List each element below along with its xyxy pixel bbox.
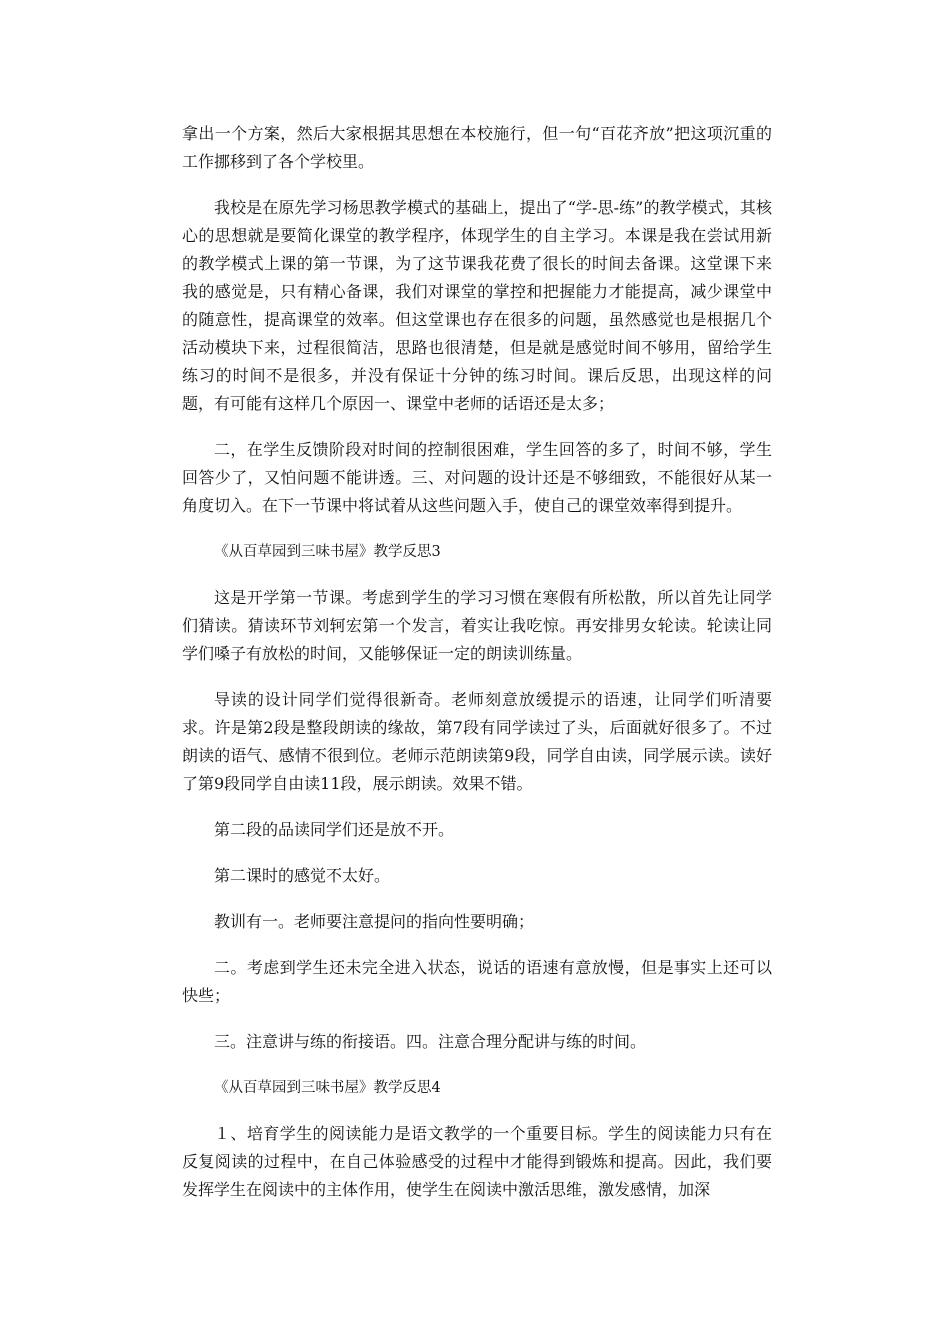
paragraph-feedback-stage: 二，在学生反馈阶段对时间的控制很困难，学生回答的多了，时间不够，学生回答少了，又怕问题不能讲透。三、对问题的设计还是不够细致，不能很好从某一角度切入。在下一节课中将试着从这些问题入手，使自己的课堂效率得到提升。 <box>182 440 772 515</box>
document-page <box>182 120 772 1222</box>
paragraph-lesson-three-four: 三。注意讲与练的衔接语。四。注意合理分配讲与练的时间。 <box>214 1032 647 1051</box>
paragraph-second-section: 第二段的品读同学们还是放不开。 <box>214 820 455 839</box>
paragraph-lesson-two: 二。考虑到学生还未完全进入状态，说话的语速有意放慢，但是事实上还可以快些； <box>182 958 772 1005</box>
paragraph-lesson-one: 教训有一。老师要注意提问的指向性要明确； <box>214 912 535 931</box>
section-heading-reflection-3: 《从百草园到三味书屋》教学反思3 <box>214 544 441 560</box>
paragraph-teaching-model: 我校是在原先学习杨思教学模式的基础上，提出了“学-思-练”的教学模式，其核心的思想就是要简化课堂的教学程序，体现学生的自主学习。本课是我在尝试用新的教学模式上课的第一节课，为了这节课我花费了很长的时间去备课。这堂课下来我的感觉是，只有精心备课，我们对课堂的掌控和把握能力才能提高，减少课堂中的随意性，提高课堂的效率。但这堂课也存在很多的问题，虽然感觉也是根据几个活动模块下来，过程很简洁，思路也很清楚，但是就是感觉时间不够用，留给学生练习的时间不是很多，并没有保证十分钟的练习时间。课后反思，出现这样的问题，有可能有这样几个原因一、课堂中老师的话语还是太多； <box>182 198 772 413</box>
paragraph-reading-ability: １、培育学生的阅读能力是语文教学的一个重要目标。学生的阅读能力只有在反复阅读的过程中，在自己体验感受的过程中才能得到锻炼和提高。因此，我们要发挥学生在阅读中的主体作用，使学生在阅读中激活思维，激发感情，加深 <box>182 1124 772 1199</box>
section-heading-reflection-4: 《从百草园到三味书屋》教学反思4 <box>214 1080 441 1096</box>
paragraph-second-period: 第二课时的感觉不太好。 <box>214 866 391 885</box>
paragraph-first-lesson: 这是开学第一节课。考虑到学生的学习习惯在寒假有所松散，所以首先让同学们猜读。猜读环节刘轲宏第一个发言，着实让我吃惊。再安排男女轮读。轮读让同学们嗓子有放松的时间，又能够保证一定的朗读训练量。 <box>182 588 772 663</box>
paragraph-guided-reading: 导读的设计同学们觉得很新奇。老师刻意放缓提示的语速，让同学们听清要求。许是第2段是整段朗读的缘故，第7段有同学读过了头，后面就好很多了。不过朗读的语气、感情不很到位。老师示范朗读第9段，同学自由读，同学展示读。读好了第9段同学自由读11段，展示朗读。效果不错。 <box>182 690 772 793</box>
paragraph-continuation: 拿出一个方案，然后大家根据其思想在本校施行，但一句“百花齐放”把这项沉重的工作挪移到了各个学校里。 <box>182 124 772 171</box>
